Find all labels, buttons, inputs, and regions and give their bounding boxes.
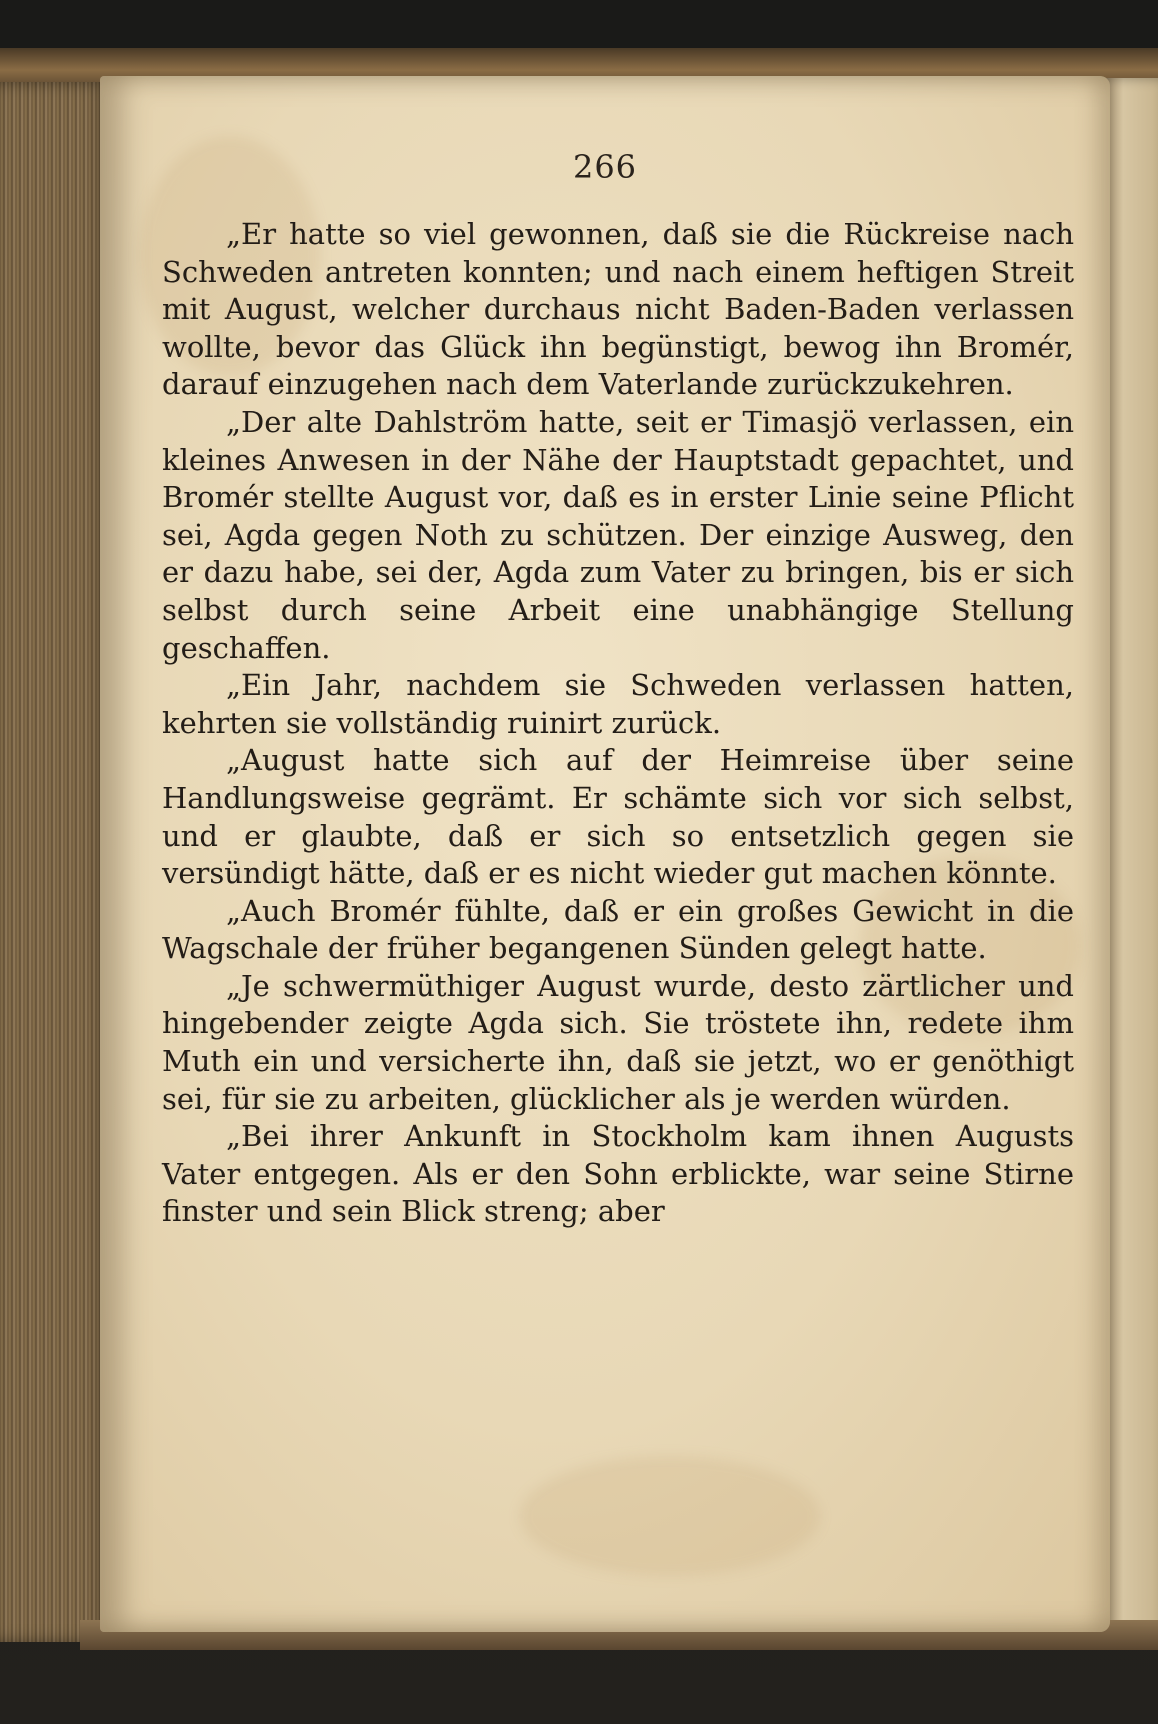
paragraph: „Auch Bromér fühlte, daß er ein großes Gewicht in die Wagschale der früher begangenen Sünden gelegt hatte. bbox=[162, 893, 1074, 966]
page-stack-edge bbox=[0, 82, 112, 1642]
book-page bbox=[100, 76, 1110, 1632]
paragraph: „Bei ihrer Ankunft in Stockholm kam ihnen Augusts Vater entgegen. Als er den Sohn erblickte, war seine Stirne finster und sein Blick streng; aber bbox=[162, 1119, 1074, 1229]
body-text bbox=[162, 216, 1074, 1231]
paragraph: „Der alte Dahlström hatte, seit er Timasjö verlassen, ein kleines Anwesen in der Nähe der Hauptstadt gepachtet, und Bromér stellte August vor, daß es in erster Linie seine Pflicht sei, Agda gegen Noth zu schützen. Der einzige Ausweg, den er dazu habe, sei der, Agda zum Vater zu bringen, bis er sich selbst durch seine Arbeit eine unabhängige Stellung geschaffen. bbox=[162, 404, 1074, 665]
paragraph: „August hatte sich auf der Heimreise über seine Handlungsweise gegrämt. Er schämte sich vor sich selbst, und er glaubte, daß er sich so entsetzlich gegen sie versündigt hätte, daß er es nicht wieder gut machen könnte. bbox=[162, 743, 1074, 891]
paragraph: „Je schwermüthiger August wurde, desto zärtlicher und hingebender zeigte Agda sich. Sie tröstete ihn, redete ihm Muth ein und versicherte ihn, daß sie jetzt, wo er genöthigt sei, für sie zu arbeiten, glücklicher als je werden würden. bbox=[162, 968, 1074, 1116]
paragraph: „Ein Jahr, nachdem sie Schweden verlassen hatten, kehrten sie vollständig ruinirt zurück. bbox=[162, 668, 1074, 740]
page-number: 266 bbox=[572, 148, 638, 186]
paper-stain bbox=[520, 1456, 820, 1576]
paragraph: „Er hatte so viel gewonnen, daß sie die Rückreise nach Schweden antreten konnten; und nach einem heftigen Streit mit August, welcher durchaus nicht Baden-Baden verlassen wollte, bevor das Glück ihn begünstigt, bewog ihn Bromér, darauf einzugehen nach dem Vaterlande zurückzukehren. bbox=[162, 217, 1074, 402]
